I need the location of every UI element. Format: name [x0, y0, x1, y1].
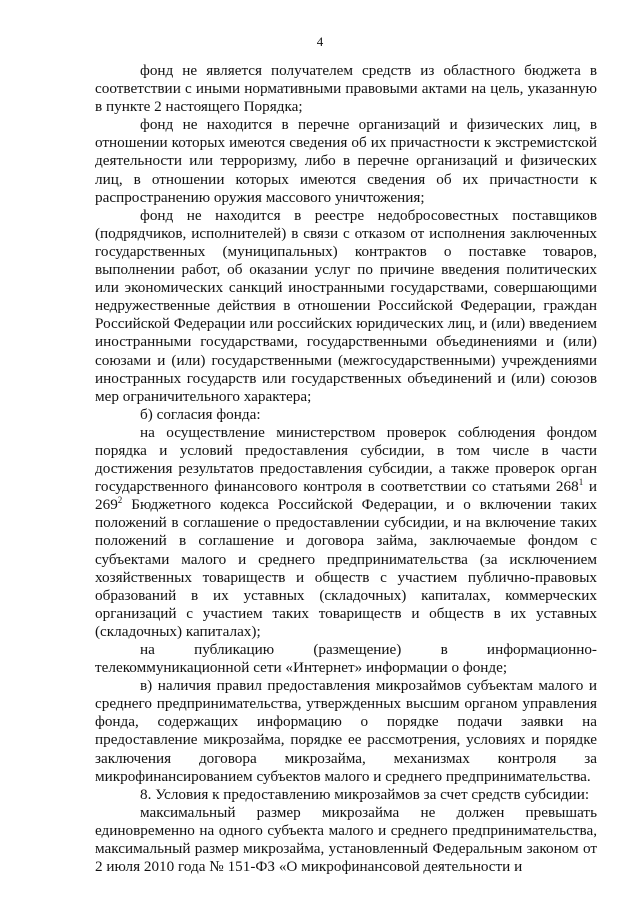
inspections-text-part-3: Бюджетного кодекса Российской Федерации, и о включении таких положений в соглашение о предоставлении субсидии, и на включение таких положений в соглашение и договора займа, заключаемые фондом с субъектами малого и среднего предпринимательства (за исключением хозяйственных товариществ и обществ с участием публично-правовых образований в их уставных (складочных) капиталах, коммерческих организаций с участием таких товариществ и обществ в их уставных (складочных) капиталах); — [95, 496, 597, 640]
paragraph-not-in-extremist-list: фонд не находится в перечне организаций и физических лиц, в отношении которых имеются сведения об их причастности к экстремистской деятельности или терроризму, либо в перечне организаций и физических лиц, в отношении которых имеются сведения об их причастности к распространению оружия массового уничтожения; — [95, 116, 597, 206]
paragraph-consent-to-inspections — [95, 424, 597, 641]
paragraph-fund-consent-heading: б) согласия фонда: — [140, 405, 261, 423]
superscript-2: 2 — [117, 495, 123, 506]
paragraph-section-8-heading: 8. Условия к предоставлению микрозаймов за счет средств субсидии: — [140, 785, 590, 803]
paragraph-consent-to-publication: на публикацию (размещение) в информационно-телекоммуникационной сети «Интернет» информации о фонде; — [95, 641, 597, 677]
paragraph-max-microloan-size: максимальный размер микрозайма не должен превышать единовременно на одного субъекта малого и среднего предпринимательства, максимальный размер микрозайма, установленный Федеральным законом от 2 июля 2010 года № 151-ФЗ «О микрофинансовой деятельности и — [95, 803, 597, 876]
inspections-text-part-1: на осуществление министерством проверок соблюдения фондом порядка и условий предоставления субсидии, в том числе в части достижения результатов предоставления субсидии, а также проверок орган государственного финансового контроля в соответствии со статьями 268 — [95, 423, 597, 496]
superscript-1: 1 — [578, 477, 584, 488]
document-body — [95, 62, 597, 876]
paragraph-microloan-rules: в) наличия правил предоставления микрозаймов субъектам малого и среднего предпринимательства, утвержденных высшим органом управления фонда, содержащих информацию о порядке подачи заявки на предоставление микрозайма, порядке ее рассмотрения, условиях и порядке заключения договора микрозайма, механизмах контроля за микрофинансированием субъектов малого и среднего предпринимательства. — [95, 677, 597, 785]
page-number: 4 — [316, 34, 324, 49]
paragraph-not-recipient: фонд не является получателем средств из областного бюджета в соответствии с иными нормативными правовыми актами на цель, указанную в пункте 2 настоящего Порядка; — [95, 62, 597, 116]
paragraph-not-in-unfair-suppliers-registry: фонд не находится в реестре недобросовестных поставщиков (подрядчиков, исполнителей) в связи с отказом от исполнения заключенных государственных (муниципальных) контрактов о поставке товаров, выполнении работ, об оказании услуг по причине введения политических или экономических санкций иностранными государствами, совершающими недружественные действия в отношении Российской Федерации, граждан Российской Федерации или российских юридических лиц, и (или) введением иностранными государствами, государственными объединениями и (или) союзами и (или) государственными (межгосударственными) учреждениями иностранных государств или государственных объединений и (или) союзов мер ограничительного характера; — [95, 206, 597, 405]
inspections-text-part-2: и 269 — [95, 478, 597, 514]
